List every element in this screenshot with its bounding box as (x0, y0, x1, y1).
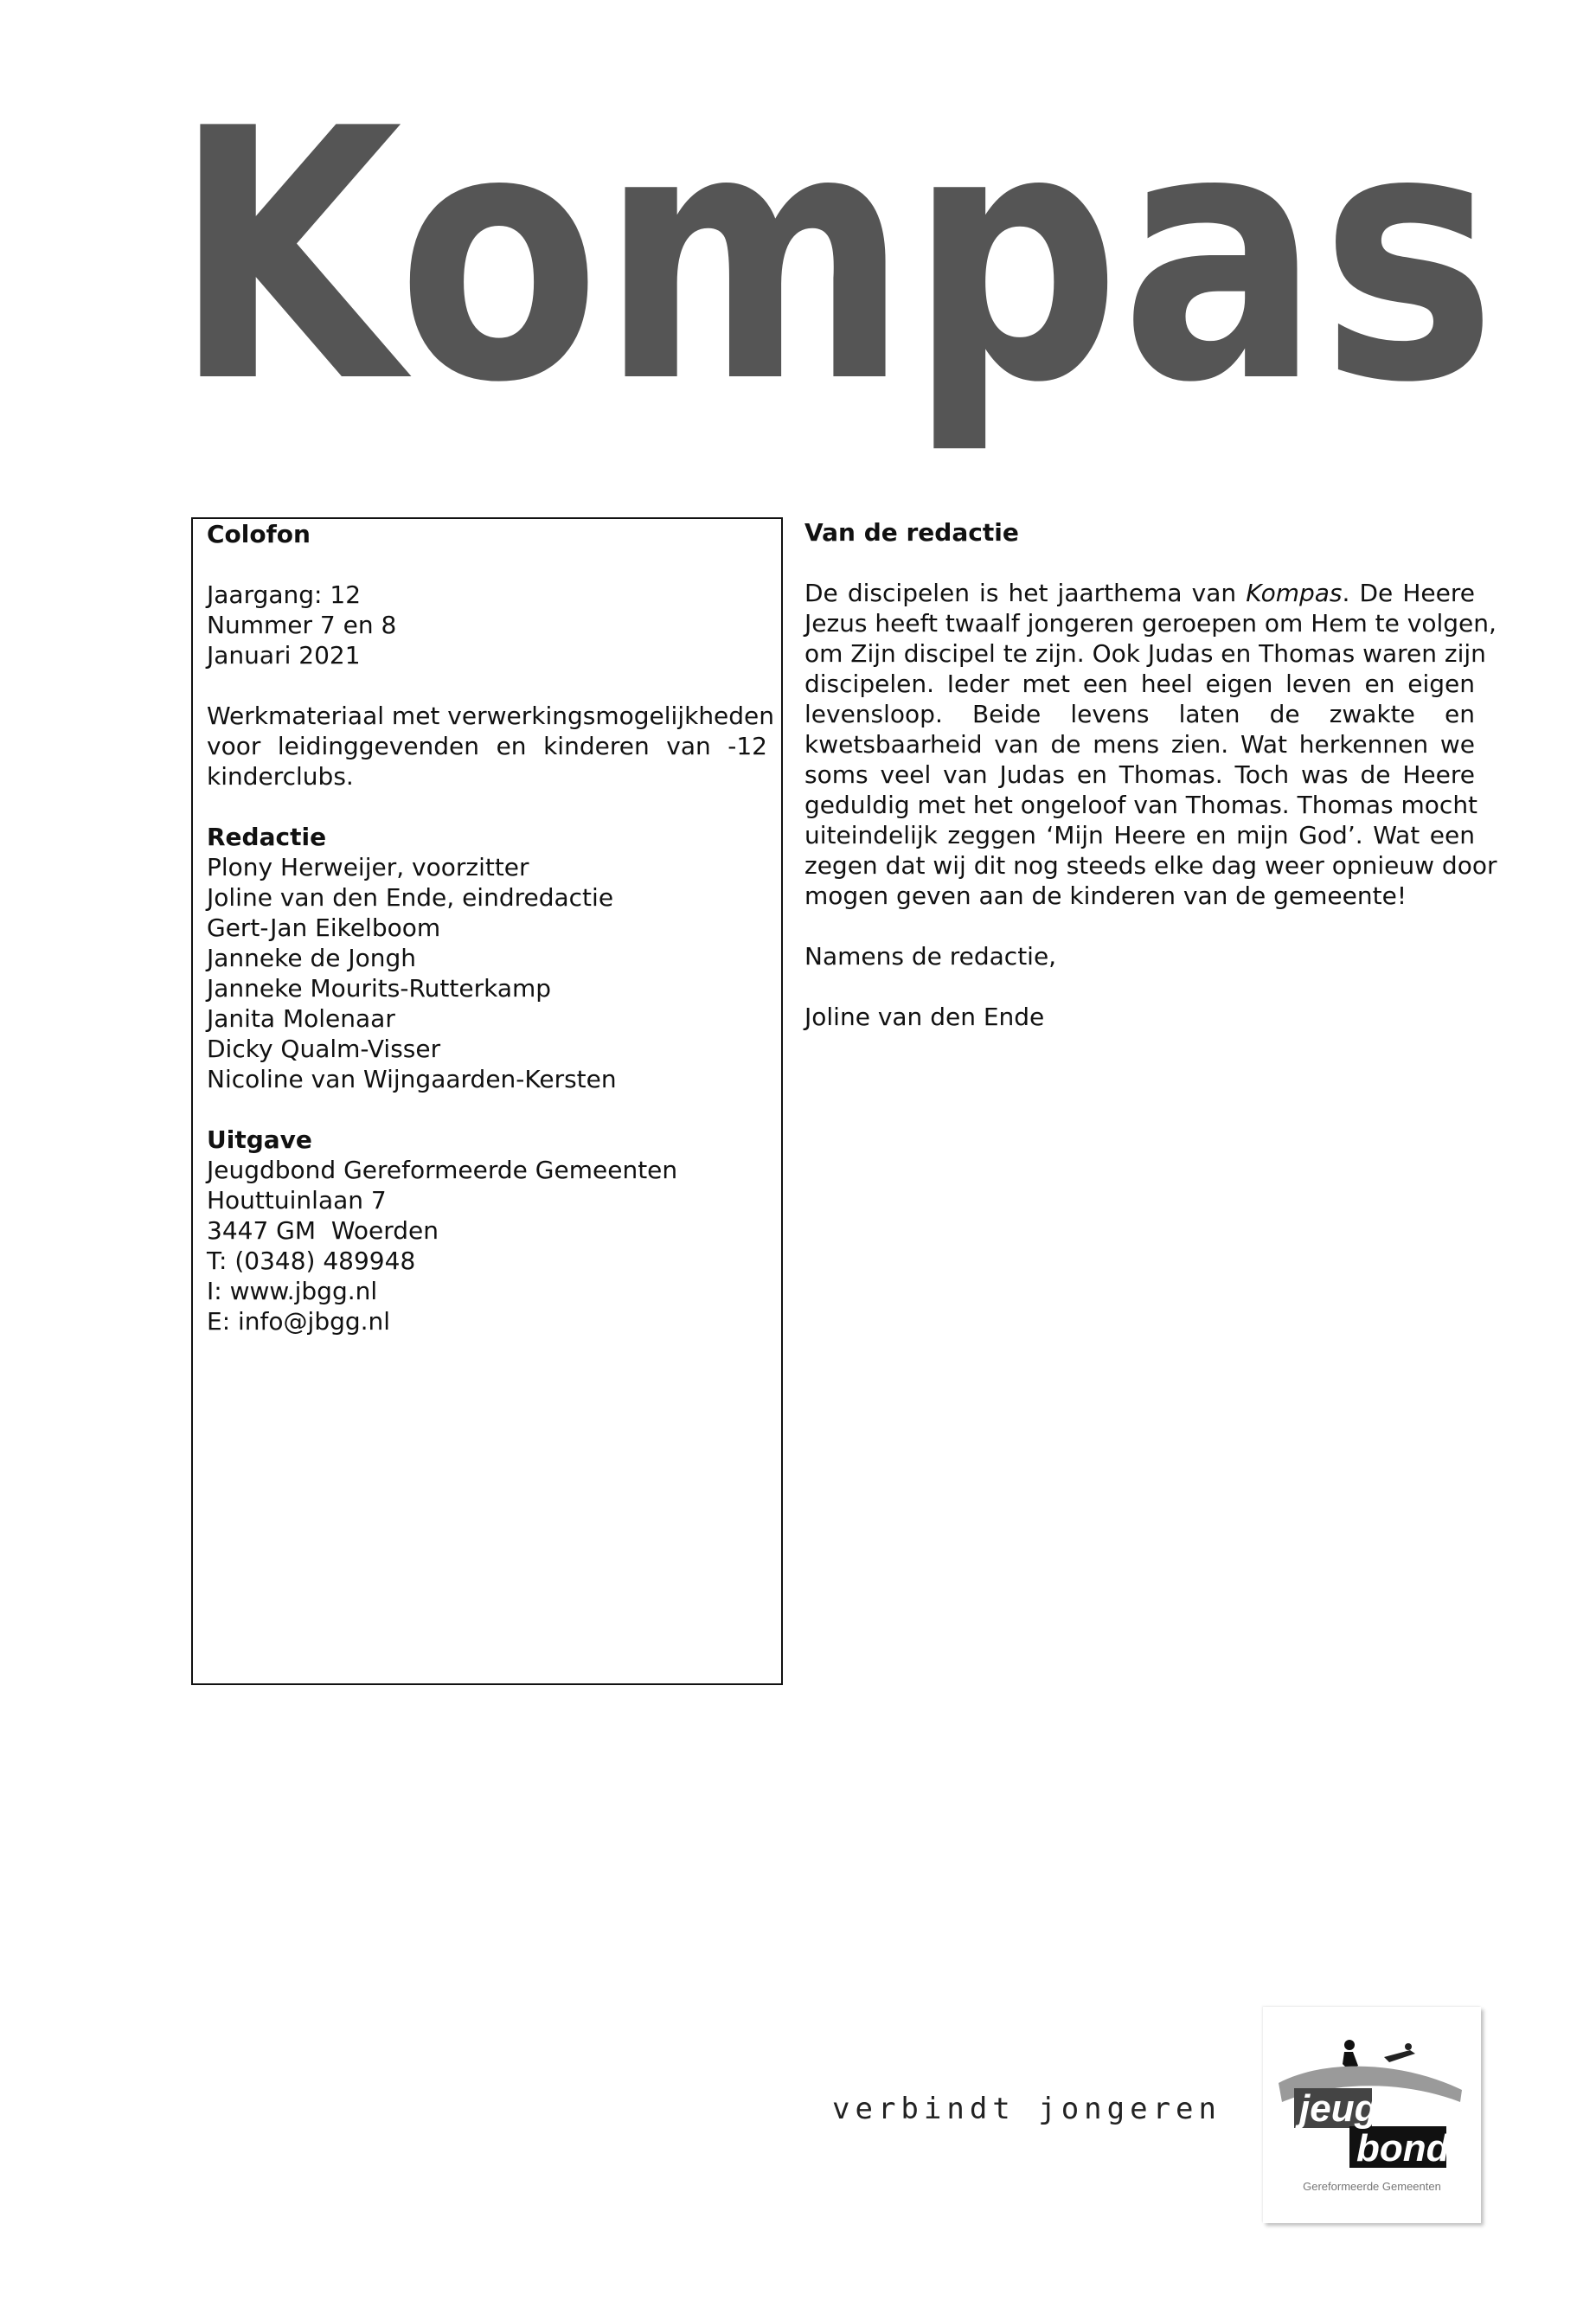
editorial-signature: Joline van den Ende (804, 1003, 1045, 1031)
uitgave-line: 3447 GM Woerden (207, 1216, 439, 1245)
colofon-jaargang: Jaargang: 12 (207, 580, 362, 609)
editorial-paragraph (804, 578, 1497, 911)
editorial-heading: Van de redactie (804, 518, 1019, 547)
editorial-line: Jezus heeft twaalf jongeren geroepen om Hem te volgen, (804, 609, 1497, 638)
editorial-closing: Namens de redactie, (804, 942, 1057, 971)
redactie-member: Plony Herweijer, voorzitter (207, 853, 529, 881)
colofon-description-line: Werkmateriaal met verwerkingsmogelijkheden (207, 702, 775, 730)
editorial-intro-end: . De Heere (1342, 579, 1476, 607)
editorial-intro-text: De discipelen is het jaarthema van (804, 579, 1247, 607)
redactie-member: Gert-Jan Eikelboom (207, 913, 441, 942)
logo-jeugd: jeugd (1299, 2087, 1401, 2130)
uitgave-heading: Uitgave (207, 1125, 312, 1154)
editorial-line: kwetsbaarheid van de mens zien. Wat herkennen we (804, 730, 1475, 759)
editorial-line (804, 578, 1475, 608)
colofon-box (191, 517, 783, 1685)
jeugdbond-logo (1263, 2007, 1481, 2223)
editorial-column (804, 517, 1497, 1032)
editorial-line: mogen geven aan de kinderen van de gemeente! (804, 881, 1407, 910)
uitgave-line: Jeugdbond Gereformeerde Gemeenten (207, 1156, 678, 1184)
redactie-member: Joline van den Ende, eindredactie (207, 883, 614, 912)
redactie-heading: Redactie (207, 823, 327, 851)
logo-subtitle: Gereformeerde Gemeenten (1303, 2180, 1441, 2193)
editorial-line: om Zijn discipel te zijn. Ook Judas en Thomas waren zijn (804, 639, 1486, 668)
redactie-member: Nicoline van Wijngaarden-Kersten (207, 1065, 617, 1093)
editorial-line: levensloop. Beide levens laten de zwakte en (804, 700, 1475, 728)
editorial-line: zegen dat wij dit nog steeds elke dag weer opnieuw door (804, 851, 1497, 880)
redactie-member: Janita Molenaar (207, 1004, 395, 1033)
editorial-line: soms veel van Judas en Thomas. Toch was de Heere (804, 760, 1475, 789)
colofon-description-line: voor leidinggevenden en kinderen van -12 (207, 732, 767, 760)
editorial-line: uiteindelijk zeggen ‘Mijn Heere en mijn God’. Wat een (804, 821, 1475, 849)
colofon-heading: Colofon (207, 520, 311, 548)
masthead-title: Kompas (173, 56, 1497, 458)
colofon-datum: Januari 2021 (207, 641, 361, 670)
redactie-member: Janneke de Jongh (207, 944, 417, 972)
footer-tagline: verbindt jongeren (832, 2092, 1221, 2126)
editorial-line: geduldig met het ongeloof van Thomas. Thomas mocht (804, 791, 1478, 819)
redactie-member: Janneke Mourits-Rutterkamp (207, 974, 552, 1003)
uitgave-email: E: info@jbgg.nl (207, 1307, 391, 1336)
logo-bond: bond (1356, 2127, 1450, 2170)
uitgave-phone: T: (0348) 489948 (207, 1247, 416, 1275)
uitgave-website: I: www.jbgg.nl (207, 1277, 378, 1305)
editorial-line: discipelen. Ieder met een heel eigen leven en eigen (804, 670, 1475, 698)
colofon-nummer: Nummer 7 en 8 (207, 611, 397, 639)
uitgave-line: Houttuinlaan 7 (207, 1186, 387, 1215)
redactie-member: Dicky Qualm-Visser (207, 1035, 441, 1063)
colofon-description-line: kinderclubs. (207, 762, 354, 791)
editorial-kompas-italic: Kompas (1246, 579, 1343, 607)
masthead-logo (169, 48, 1501, 458)
